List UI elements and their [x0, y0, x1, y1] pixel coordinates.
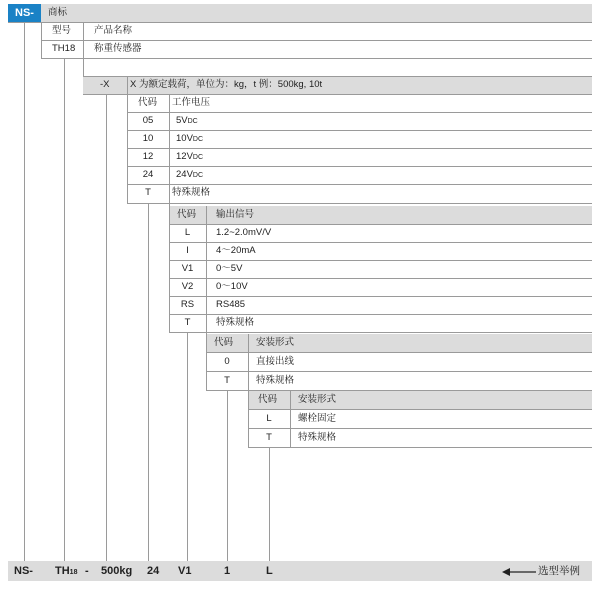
output-value-4: 0～10V [216, 281, 248, 292]
tree-line [83, 22, 84, 76]
example-load: 500kg [101, 565, 133, 577]
output-code-1: L [184, 227, 191, 238]
output-code-6: T [184, 317, 191, 328]
tree-line [148, 203, 149, 561]
divider [169, 224, 592, 225]
capacity-code: -X [100, 79, 110, 90]
install2-code-2: T [266, 432, 272, 443]
output-header-name: 输出信号 [216, 209, 255, 220]
voltage-code-1: 05 [142, 115, 154, 126]
output-code-4: V2 [181, 281, 194, 292]
tree-line [227, 390, 228, 561]
output-value-1: 1.2~2.0mV/V [216, 227, 272, 238]
tree-line [127, 76, 128, 203]
install2-value-1: 螺栓固定 [298, 413, 337, 424]
tree-line [187, 332, 188, 561]
tree-line [290, 391, 291, 447]
model-code: TH18 [52, 43, 76, 54]
voltage-value-5: 特殊规格 [172, 187, 211, 198]
example-install2: L [266, 565, 273, 577]
voltage-value-3: 12VDC [176, 151, 204, 162]
tree-line [169, 94, 170, 332]
divider [206, 371, 592, 372]
tree-line [41, 22, 42, 58]
divider [127, 166, 592, 167]
example-ns: NS- [14, 565, 33, 577]
divider [127, 184, 592, 185]
model-header-name: 产品名称 [94, 25, 133, 36]
divider [41, 40, 592, 41]
install1-code-2: T [224, 375, 230, 386]
example-dash: - [85, 565, 89, 577]
divider [169, 314, 592, 315]
divider [8, 22, 592, 23]
divider [169, 296, 592, 297]
output-code-5: RS [180, 299, 195, 310]
output-header-code: 代码 [177, 209, 197, 220]
divider [206, 352, 592, 353]
install1-value-1: 直接出线 [256, 356, 295, 367]
tree-line [106, 94, 107, 561]
voltage-code-2: 10 [142, 133, 154, 144]
install1-header-code: 代码 [214, 337, 234, 348]
example-install1: 1 [224, 565, 231, 577]
divider [169, 242, 592, 243]
tree-line [64, 58, 65, 561]
arrow-left-icon [502, 565, 536, 577]
model-header-code: 型号 [52, 25, 72, 36]
install2-value-2: 特殊规格 [298, 432, 337, 443]
divider [127, 148, 592, 149]
install2-header-name: 安装形式 [298, 394, 337, 405]
voltage-value-2: 10VDC [176, 133, 204, 144]
tree-line [24, 22, 25, 561]
divider [127, 130, 592, 131]
tree-line [206, 206, 207, 390]
install1-code-1: 0 [224, 356, 230, 367]
output-code-2: I [186, 245, 189, 256]
tree-line [248, 334, 249, 447]
voltage-header-code: 代码 [138, 97, 158, 108]
divider [206, 390, 592, 391]
divider [248, 447, 592, 448]
voltage-value-4: 24VDC [176, 169, 204, 180]
voltage-code-5: T [145, 187, 151, 198]
voltage-value-1: 5VDC [176, 115, 198, 126]
divider [83, 94, 592, 95]
install1-header-name: 安装形式 [256, 337, 295, 348]
output-value-2: 4～20mA [216, 245, 256, 256]
brand-badge: NS- [8, 4, 41, 22]
output-value-3: 0～5V [216, 263, 243, 274]
divider [127, 112, 592, 113]
divider [127, 203, 592, 204]
output-value-6: 特殊规格 [216, 317, 255, 328]
model-name: 称重传感器 [94, 43, 142, 54]
voltage-header-name: 工作电压 [172, 97, 211, 108]
output-value-5: RS485 [216, 299, 246, 310]
capacity-description: X 为额定载荷，单位为：kg，t 例：500kg, 10t [130, 79, 323, 90]
example-voltage: 24 [147, 565, 160, 577]
voltage-code-3: 12 [142, 151, 154, 162]
install1-value-2: 特殊规格 [256, 375, 295, 386]
install2-header-code: 代码 [258, 394, 278, 405]
tree-line [269, 447, 270, 561]
divider [248, 428, 592, 429]
example-legend: 选型举例 [538, 565, 580, 577]
divider [169, 260, 592, 261]
divider [169, 332, 592, 333]
brand-row-band [8, 4, 592, 22]
divider [41, 58, 592, 59]
voltage-code-4: 24 [142, 169, 154, 180]
divider [248, 409, 592, 410]
example-model: TH18 [55, 565, 78, 577]
output-code-3: V1 [181, 263, 194, 274]
divider [83, 76, 592, 77]
install2-code-1: L [266, 413, 272, 424]
example-output: V1 [178, 565, 192, 577]
divider [169, 278, 592, 279]
brand-label: 商标 [48, 7, 68, 18]
